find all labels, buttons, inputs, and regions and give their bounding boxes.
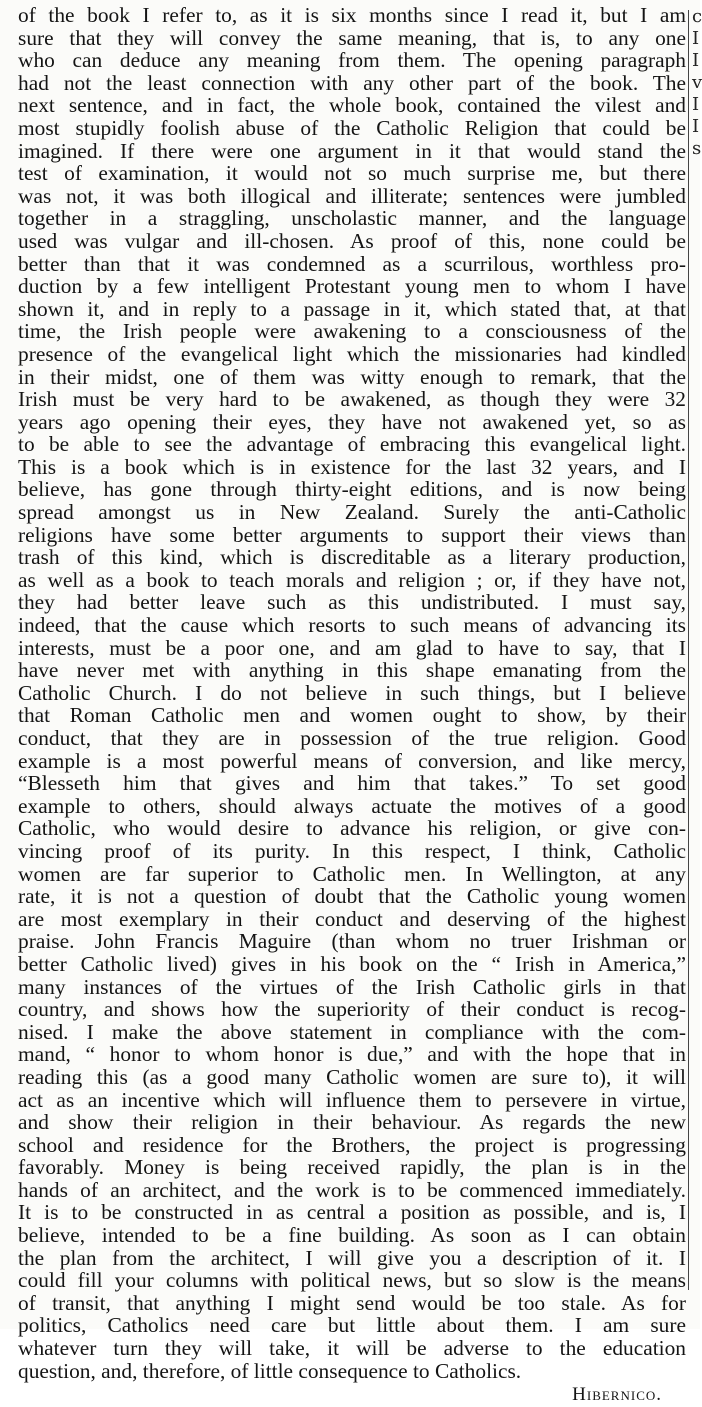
neighbor-fragment: I [692, 94, 700, 115]
article-line: are most exemplary in their conduct and deserving of the highest [18, 906, 686, 931]
article-line: whatever turn they will take, it will be adverse to the education [18, 1336, 686, 1361]
article-line: interests, must be a poor one, and am glad to have to say, that I [18, 635, 686, 660]
article-line: have never met with anything in this shape emanating from the [18, 658, 686, 683]
article-line: the plan from the architect, I will give you a description of it. I [18, 1245, 686, 1270]
article-line: rate, it is not a question of doubt that the Catholic young women [18, 884, 686, 909]
author-signature: Hibernico. [572, 1384, 662, 1406]
article-line: who can deduce any meaning from them. The opening paragraph [18, 48, 686, 73]
article-line: act as an incentive which will influence them to persevere in virtue, [18, 1087, 686, 1112]
article-line: conduct, that they are in possession of the true religion. Good [18, 726, 686, 750]
article-line: women are far superior to Catholic men. In Wellington, at any [18, 861, 686, 886]
article-line: religions have some better arguments to support their views than [18, 522, 686, 547]
article-line: years ago opening their eyes, they have not awakened yet, so as [18, 409, 686, 434]
article-line: example is a most powerful means of conversion, and like mercy, [18, 748, 686, 773]
article-line: Irish must be very hard to be awakened, as though they were 32 [18, 387, 686, 412]
article-line: and show their religion in their behaviour. As regards the new [18, 1110, 686, 1135]
article-line: country, and shows how the superiority of their conduct is recog- [18, 997, 686, 1022]
column-rule [688, 10, 689, 1290]
article-line: hands of an architect, and the work is to be commenced immediately. [18, 1177, 686, 1202]
article-line: shown it, and in reply to a passage in it, which stated that, at that [18, 296, 686, 321]
article-line: nised. I make the above statement in compliance with the com- [18, 1019, 686, 1044]
article-line: next sentence, and in fact, the whole book, contained the vilest and [18, 93, 686, 118]
article-line: “Blesseth him that gives and him that takes.” To set good [18, 771, 686, 796]
article-line: test of examination, it would not so much surprise me, but there [18, 161, 686, 186]
article-line: used was vulgar and ill-chosen. As proof of this, none could be [18, 228, 686, 253]
article-line: of transit, that anything I might send would be too stale. As for [18, 1290, 686, 1315]
article-line: example to others, should always actuate the motives of a good [18, 793, 686, 818]
article-column [18, 4, 686, 1407]
article-line: to be able to see the advantage of embracing this evangelical light. [18, 432, 686, 457]
article-line: vincing proof of its purity. In this respect, I think, Catholic [18, 838, 686, 863]
article-line: politics, Catholics need care but little about them. I am sure [18, 1313, 686, 1338]
article-line: could fill your columns with political news, but so slow is the means [18, 1268, 686, 1293]
article-line: question, and, therefore, of little consequence to Catholics. [18, 1358, 522, 1383]
article-line: reading this (as a good many Catholic women are sure to), it will [18, 1064, 686, 1089]
neighbor-fragment: I [692, 116, 700, 137]
article-line: spread amongst us in New Zealand. Surely the anti-Catholic [18, 500, 686, 525]
article-line: better Catholic lived) gives in his book on the “ Irish in America,” [18, 951, 686, 976]
article-line: believe, intended to be a fine building. As soon as I can obtain [18, 1223, 686, 1248]
neighbor-fragment: v [692, 72, 702, 93]
article-line: believe, has gone through thirty-eight editions, and is now being [18, 477, 686, 502]
article-line: imagined. If there were one argument in it that would stand the [18, 138, 686, 163]
article-line: time, the Irish people were awakening to a consciousness of the [18, 319, 686, 344]
article-line: together in a straggling, unscholastic manner, and the language [18, 206, 686, 231]
article-line: better than that it was condemned as a scurrilous, worthless pro- [18, 251, 686, 276]
article-line: It is to be constructed in as central a position as possible, and is, I [18, 1200, 686, 1225]
article-line: indeed, that the cause which resorts to such means of advancing its [18, 613, 686, 638]
article-line: sure that they will convey the same meaning, that is, to any one [18, 25, 686, 50]
article-line: favorably. Money is being received rapidly, the plan is in the [18, 1155, 686, 1180]
neighbor-fragment: I [692, 50, 700, 71]
article-line: trash of this kind, which is discreditable as a literary production, [18, 545, 686, 570]
article-line: presence of the evangelical light which the missionaries had kindled [18, 341, 686, 366]
article-line: was not, it was both illogical and illiterate; sentences were jumbled [18, 183, 686, 208]
article-line: duction by a few intelligent Protestant young men to whom I have [18, 274, 686, 299]
article-line: school and residence for the Brothers, the project is progressing [18, 1132, 686, 1157]
neighbor-fragment: I [692, 28, 700, 49]
neighbor-column-fragment [692, 6, 700, 160]
article-line: they had better leave such as this undistributed. I must say, [18, 590, 686, 615]
neighbor-fragment: s [692, 138, 702, 159]
article-line: in their midst, one of them was witty enough to remark, that the [18, 364, 686, 389]
article-line: This is a book which is in existence for the last 32 years, and I [18, 454, 686, 479]
article-line: Catholic Church. I do not believe in such things, but I believe [18, 680, 686, 705]
article-line: praise. John Francis Maguire (than whom no truer Irishman or [18, 929, 686, 954]
article-line: many instances of the virtues of the Irish Catholic girls in that [18, 974, 686, 999]
article-line: most stupidly foolish abuse of the Catholic Religion that could be [18, 115, 686, 140]
article-line: of the book I refer to, as it is six months since I read it, but I am [18, 3, 686, 27]
article-line: mand, “ honor to whom honor is due,” and with the hope that in [18, 1042, 686, 1067]
neighbor-fragment: c [692, 6, 702, 27]
article-line: had not the least connection with any other part of the book. The [18, 70, 686, 95]
article-line: that Roman Catholic men and women ought to show, by their [18, 703, 686, 728]
article-line: Catholic, who would desire to advance his religion, or give con- [18, 816, 686, 841]
article-line: as well as a book to teach morals and religion ; or, if they have not, [18, 567, 686, 592]
